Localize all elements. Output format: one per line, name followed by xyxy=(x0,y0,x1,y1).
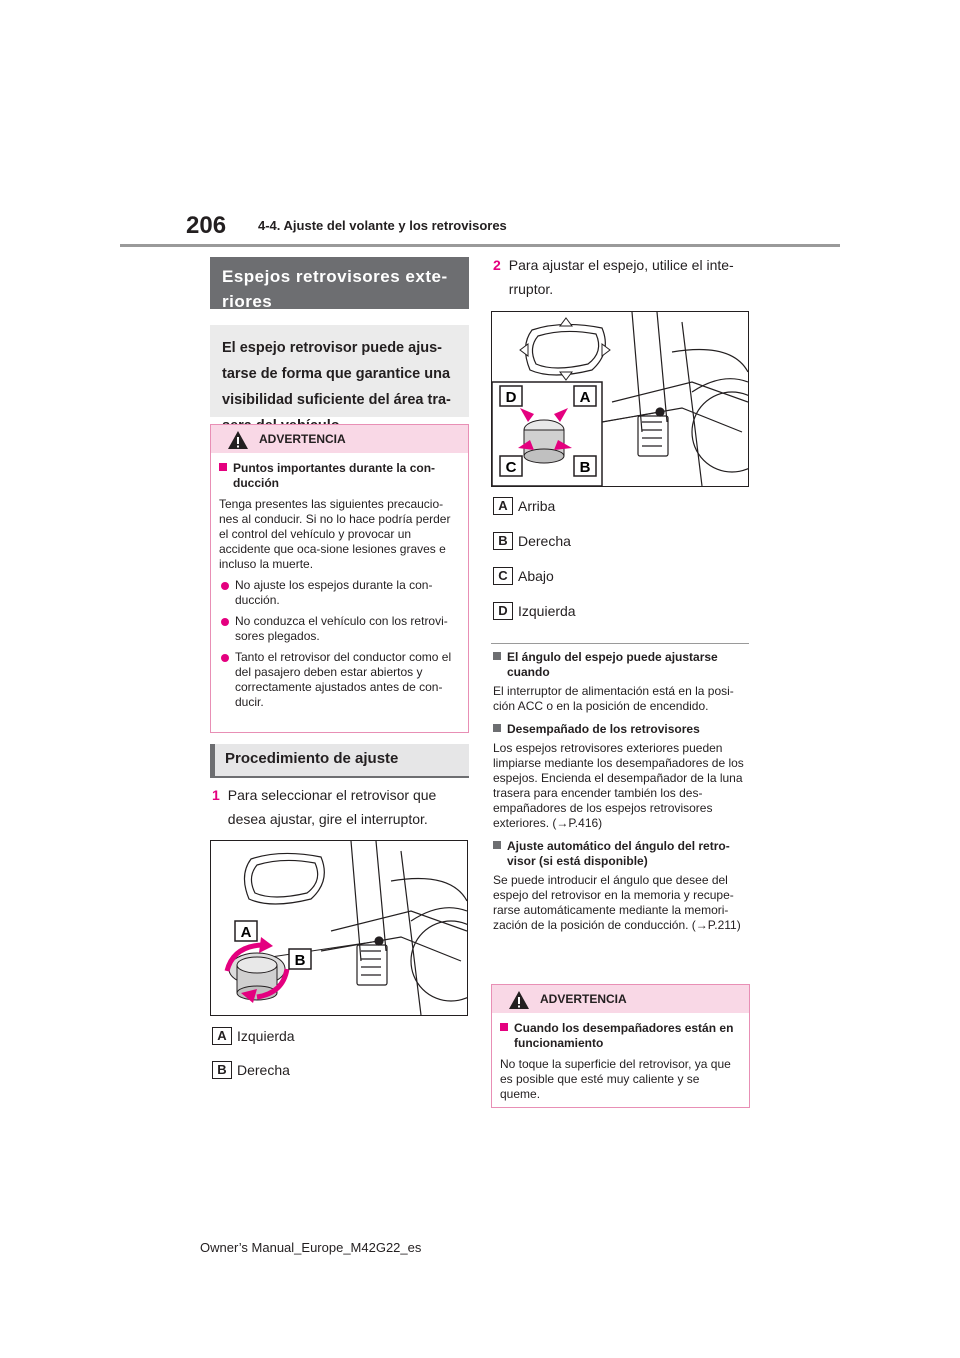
legend-key: D xyxy=(493,602,513,620)
legend-item xyxy=(212,1061,290,1079)
legend-text: Izquierda xyxy=(237,1028,295,1044)
warning-icon xyxy=(508,990,530,1010)
warning-heading-text: Puntos importantes durante la con-ducción xyxy=(233,461,436,490)
warning-heading xyxy=(219,461,460,491)
note-heading-text: El ángulo del espejo puede ajustarse cuando xyxy=(507,650,718,679)
legend-key: A xyxy=(493,497,513,515)
figure-label-a: A xyxy=(579,389,591,406)
legend-text: Arriba xyxy=(518,498,556,514)
legend-text: Derecha xyxy=(518,533,571,549)
note-heading xyxy=(493,839,748,869)
warning-header xyxy=(492,985,749,1013)
legend-item xyxy=(493,497,555,515)
legend-key: B xyxy=(493,532,513,550)
warning-bullet: No ajuste los espejos durante la con-ducción. xyxy=(219,578,460,608)
square-bullet-icon xyxy=(493,841,501,849)
figure-label-c: C xyxy=(505,459,517,476)
note-heading xyxy=(493,650,748,680)
step-text: Para seleccionar el retrovisor que desea ajustar, gire el interruptor. xyxy=(227,787,437,827)
note-text: El interruptor de alimentación está en la posi-ción ACC o en la posición de encendido. xyxy=(493,684,734,713)
figure-label-a: A xyxy=(240,924,252,941)
square-bullet-icon xyxy=(219,463,227,471)
note-text: Los espejos retrovisores exteriores pueden limpiarse mediante los desempañadores de los espejos. Encienda el desempañador de la luna trasera para encender también los des-empañadores de los espejos retrovisores exteriores. (→P.416) xyxy=(493,741,744,830)
step-number: 2 xyxy=(493,257,501,273)
step-2 xyxy=(493,253,748,301)
warning-box xyxy=(210,424,469,733)
step-number: 1 xyxy=(212,787,220,803)
step-1 xyxy=(212,783,467,831)
footer: Owner’s Manual_Europe_M42G22_es xyxy=(200,1240,422,1255)
legend-key: C xyxy=(493,567,513,585)
warning-heading xyxy=(500,1021,741,1051)
legend-text: Izquierda xyxy=(518,603,576,619)
procedure-heading: Procedimiento de ajuste xyxy=(210,744,469,778)
warning-bullet: No conduzca el vehículo con los retrovi-sores plegados. xyxy=(219,614,460,644)
warning-text: Tenga presentes las siguientes precaucio-nes al conducir. Si no lo hace podría perder el control del vehículo y provocar un accidente que oca-sione lesiones graves e incluso la muerte. xyxy=(219,497,451,571)
legend-text: Abajo xyxy=(518,568,554,584)
legend-item xyxy=(493,567,554,585)
warning-icon xyxy=(227,430,249,450)
intro-box xyxy=(210,325,469,417)
note-heading xyxy=(493,722,748,737)
square-bullet-icon xyxy=(493,652,501,660)
note-heading-text: Desempañado de los retrovisores xyxy=(507,722,700,736)
warning-box-2 xyxy=(491,984,750,1108)
section-heading-text: Espejos retrovisores exte-riores xyxy=(222,267,448,311)
divider xyxy=(491,643,749,644)
header-rule xyxy=(120,244,840,247)
legend-key: A xyxy=(212,1027,232,1045)
note-text: Se puede introducir el ángulo que desee del espejo del retrovisor en la memoria y recupe-rarse automáticamente mediante la memori-zación de la posición de conducción. (→P.211) xyxy=(493,873,741,932)
mirror-adjust-illustration xyxy=(492,312,748,486)
legend-item xyxy=(493,532,571,550)
square-bullet-icon xyxy=(493,724,501,732)
legend-item xyxy=(493,602,576,620)
legend-item xyxy=(212,1027,295,1045)
section-title: 4-4. Ajuste del volante y los retrovisores xyxy=(258,218,507,233)
page-number: 206 xyxy=(186,212,227,239)
warning-label: ADVERTENCIA xyxy=(540,992,627,1006)
legend-key: B xyxy=(212,1061,232,1079)
intro-text: El espejo retrovisor puede ajus-tarse de forma que garantice una visibilidad suficiente del área tra- xyxy=(222,340,451,408)
step-text: Para ajustar el espejo, utilice el inte-rruptor. xyxy=(508,257,734,297)
warning-bullet: Tanto el retrovisor del conductor como el del pasajero deben estar abiertos y correctamente ajustados antes de con-ducir. xyxy=(219,650,460,710)
figure-mirror-select xyxy=(210,840,468,1016)
section-heading xyxy=(210,257,469,309)
square-bullet-icon xyxy=(500,1023,508,1031)
note-heading-text: Ajuste automático del ángulo del retro-visor (si está disponible) xyxy=(507,839,730,868)
legend-text: Derecha xyxy=(237,1062,290,1078)
figure-label-d: D xyxy=(505,389,517,406)
figure-label-b: B xyxy=(579,459,591,476)
warning-text: No toque la superficie del retrovisor, ya que es posible que esté muy caliente y se queme. xyxy=(500,1057,731,1101)
warning-label: ADVERTENCIA xyxy=(259,432,346,446)
figure-label-b: B xyxy=(294,952,306,969)
mirror-select-illustration xyxy=(211,841,467,1015)
notes xyxy=(493,650,748,941)
figure-mirror-adjust xyxy=(491,311,749,487)
warning-header xyxy=(211,425,468,453)
warning-heading-text: Cuando los desempañadores están en funcionamiento xyxy=(514,1021,734,1050)
